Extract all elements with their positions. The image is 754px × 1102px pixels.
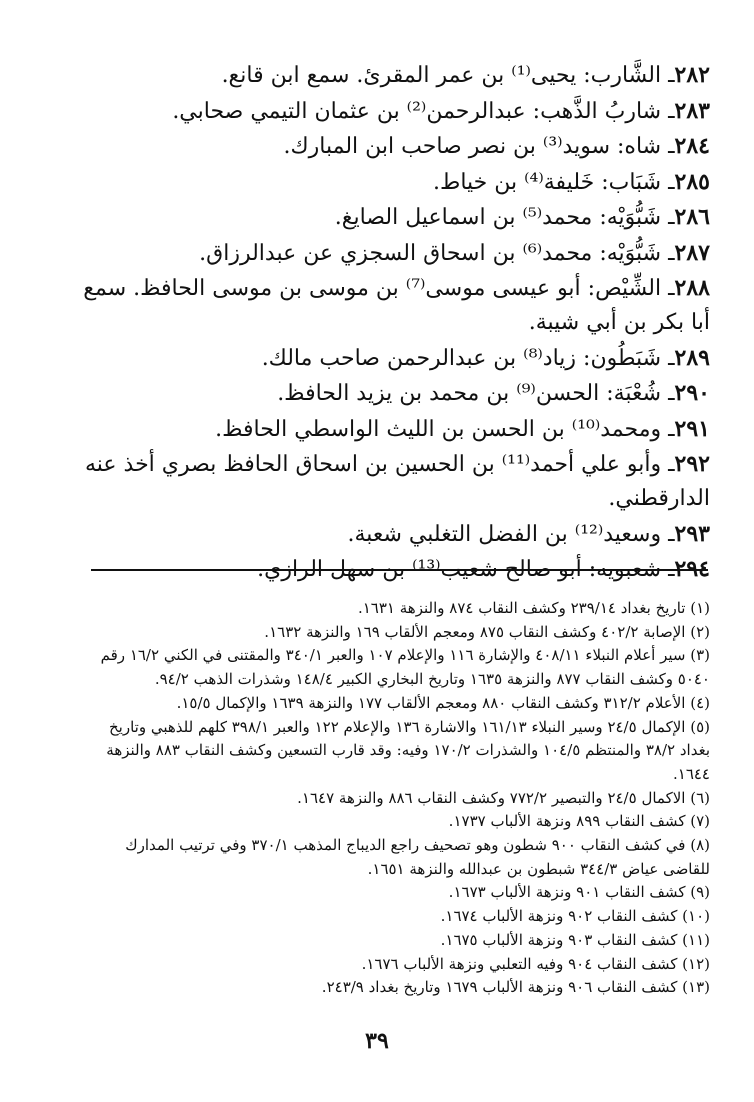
entry — [70, 376, 710, 411]
footnote: (٦) الاكمال ٢٤/٥ والتبصير ٧٧٢/٢ وكشف النقاب ٨٨٦ والنزهة ١٦٤٧. — [297, 788, 710, 807]
entry — [70, 517, 710, 552]
entry — [70, 341, 710, 376]
entry — [70, 447, 710, 516]
footnote: (١٢) كشف النقاب ٩٠٤ وفيه التعلبي ونزهة الألباب ١٦٧٦. — [361, 954, 710, 973]
entry — [70, 58, 710, 93]
entry — [70, 129, 710, 164]
entry — [70, 165, 710, 200]
entry-text: ـ شاه: سويد⁽³⁾ بن نصر صاحب ابن المبارك. — [283, 134, 675, 159]
entry — [70, 200, 710, 235]
footnote: (٤) الأعلام ٣١٢/٢ وكشف النقاب ٨٨٠ ومعجم الألقاب ١٧٧ والنزهة ١٦٣٩ والإكمال ١٥/٥. — [176, 693, 710, 712]
entry-text: ـ شاربُ الذَّهب: عبدالرحمن⁽²⁾ بن عثمان التيمي صحابي. — [172, 98, 675, 124]
footnote: (١٣) كشف النقاب ٩٠٦ ونزهة الألباب ١٦٧٩ وتاريخ بغداد ٢٤٣/٩. — [321, 978, 710, 997]
entry-number: ٢٩٢ — [674, 451, 710, 477]
page-number: ٣٩ — [365, 1028, 389, 1054]
footnote-divider — [91, 569, 708, 571]
entry-text: ـ شَبُّوَيْه: محمد⁽⁶⁾ بن اسحاق السجزي عن عبدالرزاق. — [199, 240, 675, 266]
entry — [70, 412, 710, 447]
footnote: (٥) الإكمال ٢٤/٥ وسير النبلاء ١٦١/١٣ والاشارة ١٣٦ والإعلام ١٢٢ والعبر ٣٩٨/١ كلهم للذهبي وتاريخ بغداد ٣٨/٢ والمنتظم ١٠٤/٥ والشذرات ١٧٠/٢ وفيه: وقد قارب التسعين وكشف النقاب ٨٨٣ والنزهة ١٦٤٤. — [106, 717, 710, 783]
footnotes-list — [80, 597, 710, 1000]
entry-number: ٢٨٩ — [674, 344, 710, 371]
entry-number: ٢٨٥ — [674, 168, 710, 195]
entry-number: ٢٩٠ — [674, 380, 710, 406]
entry-number: ٢٩٤ — [674, 556, 710, 582]
entry-text: ـ شُعْبَة: الحسن⁽⁹⁾ بن محمد بن يزيد الحافظ. — [277, 381, 675, 406]
entry-text: ـ شَبَاب: خَليفة⁽⁴⁾ بن خياط. — [432, 169, 675, 195]
entry-number: ٢٩١ — [674, 415, 710, 442]
entry-text: ـ الشَّارب: يحيى⁽¹⁾ بن عمر المقرئ. سمع ابن قانع. — [221, 63, 675, 88]
entry-text: ـ وأبو علي أحمد⁽¹¹⁾ بن الحسين بن اسحاق الحافظ بصري أخذ عنه الدارقطني. — [84, 452, 710, 511]
entry-text: ـ شعبويه: أبو صالح شعيب⁽¹³⁾ بن سهل الرازي. — [257, 557, 675, 582]
footnote: (٨) في كشف النقاب ٩٠٠ شطون وهو تصحيف راجع الديباج المذهب ٣٧٠/١ وفي ترتيب المدارك للقاضى عياض ٣٤٤/٣ شبطون بن عبدالله والنزهة ١٦٥١. — [125, 836, 710, 878]
footnote: (٣) سير أعلام النبلاء ٤٠٨/١١ والإشارة ١١٦ والإعلام ١٠٧ والعبر ٣٤٠/١ والمقتنى في الكني ١٦/٢ رقم ٥٠٤٠ وكشف النقاب ٨٧٧ والنزهة ١٦٣٥ وتاريخ البخاري الكبير ١٤٨/٤ وشذرات الذهب ٩٤/٢. — [100, 646, 710, 689]
entry-text: ـ شَبُّوَيْه: محمد⁽⁵⁾ بن اسماعيل الصايغ. — [334, 205, 675, 230]
entry-number: ٢٨٦ — [674, 204, 710, 230]
entry-number: ٢٩٣ — [674, 520, 710, 547]
entry — [70, 271, 710, 340]
entry-text: ـ ومحمد⁽¹⁰⁾ بن الحسن بن الليث الواسطي الحافظ. — [215, 416, 675, 442]
entry-number: ٢٨٢ — [674, 62, 710, 88]
entry-number: ٢٨٨ — [674, 275, 710, 301]
entry-number: ٢٨٧ — [674, 239, 710, 266]
entry — [70, 94, 710, 129]
footnote: (٩) كشف النقاب ٩٠١ ونزهة الألباب ١٦٧٣. — [448, 883, 710, 902]
footnote: (٢) الإصابة ٤٠٢/٢ وكشف النقاب ٨٧٥ ومعجم الألقاب ١٦٩ والنزهة ١٦٣٢. — [264, 622, 710, 641]
entry-text: ـ شَبَطُون: زياد⁽⁸⁾ بن عبدالرحمن صاحب مالك. — [261, 345, 675, 371]
entry — [70, 236, 710, 271]
footnote: (١) تاريخ بغداد ٢٣٩/١٤ وكشف النقاب ٨٧٤ والنزهة ١٦٣١. — [357, 599, 710, 617]
entry-number: ٢٨٤ — [674, 133, 710, 159]
footnote: (١٠) كشف النقاب ٩٠٢ ونزهة الألباب ١٦٧٤. — [440, 907, 710, 926]
entry-number: ٢٨٣ — [674, 97, 710, 124]
entry-text: ـ الشِّيْص: أبو عيسى موسى⁽⁷⁾ بن موسى بن موسى الحافظ. سمع أبا بكر بن أبي شيبة. — [83, 276, 710, 335]
entries-list — [70, 58, 710, 588]
footnote: (٧) كشف النقاب ٨٩٩ ونزهة الألباب ١٧٣٧. — [448, 812, 710, 831]
entry-text: ـ وسعيد⁽¹²⁾ بن الفضل التغلبي شعبة. — [347, 521, 675, 547]
footnote: (١١) كشف النقاب ٩٠٣ ونزهة الألباب ١٦٧٥. — [440, 930, 710, 949]
